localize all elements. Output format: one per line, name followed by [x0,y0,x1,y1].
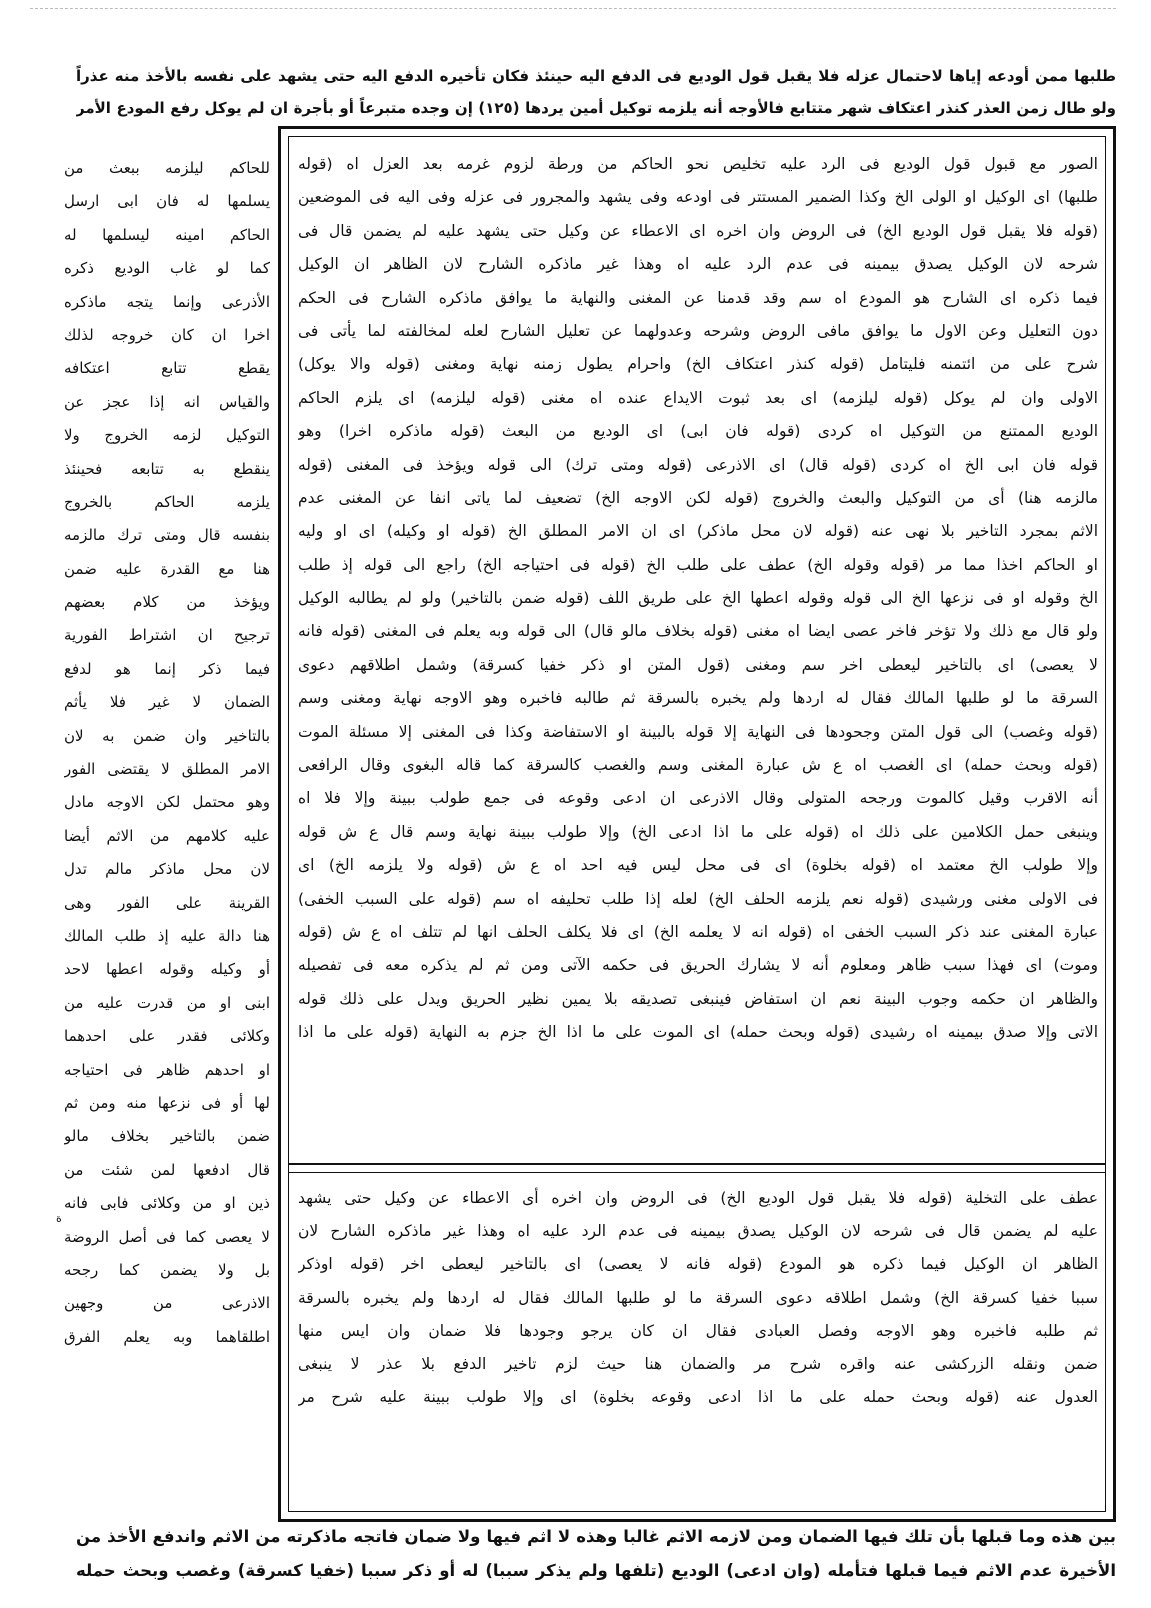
commentary-line: فيما ذكره اى الشارح هو المودع اه سم وقد قدمنا عن المغنى والنهاية ما يوافق ماذكره الشارح فى الحكم [298,288,1098,307]
commentary-line: والظاهر ان حكمه وجوب البينة نعم ان استفاض فينبغى تصديقه بلا يمين نظير الحريق ويدل على ذلك قوله [298,989,1098,1008]
commentary-line: مالزمه هنا) أى من التوكيل والبعث والخروج (قوله لكن الاوجه الخ) تضعيف لما ياتى انفا عن المغنى عدم [298,488,1098,507]
commentary-line: طلبها) اى الوكيل او الولى الخ وكذا الضمير المستتر فى اودعه وفى يشهد والمجرور فى عزله وفى اليه فى الموضعين [298,188,1098,207]
commentary-line: او الحاكم اخذا مما مر (قوله وقوله الخ) عطف على طلب الخ (قوله فى احتياجه الخ) راجع الى قوله إذ طلب [298,555,1098,574]
commentary-divider [288,1163,1106,1173]
side-line: أو وكيله وقوله اعطها لاحد [64,960,270,979]
commentary-line: سببا خفيا كسرقة الخ) وشمل اطلاقه دعوى السرقة ما لو طلبها المالك فقال له اردها ولم يخبره بالسرقة [298,1288,1098,1307]
side-line: بل ولا يضمن كما رجحه [64,1260,270,1279]
commentary-line: عليه لم يضمن قال فى شرحه لان الوكيل يصدق بيمينه فى عدم الرد عليه اه وهذا غير ماذكره الشارح لان [298,1222,1098,1241]
side-line: يقطع تتابع اعتكافه [64,359,270,378]
commentary-line: عطف على التخلية (قوله فلا يقبل قول الوديع الخ) فى الروض وان اخره أى الاعطاء عن وكيل حتى يشهد [298,1189,1098,1207]
side-line: للحاكم ليلزمه ببعث من [64,159,270,177]
side-line: قال ادفعها لمن شئت من [64,1160,270,1179]
side-line: وهو محتمل لكن الاوجه مادل [64,793,270,812]
commentary-box-lower [298,1182,1098,1414]
side-line: كما لو غاب الوديع ذكره [64,259,270,278]
text-line: بين هذه وما قبلها بأن تلك فيها الضمان ومن لازمه الاثم غالبا وهذه لا اثم فيها ولا ضمان فاتجه ماذكرته من الاثم واندفع الأخذ من [76,1527,1116,1546]
side-line: ابنى او من قدرت عليه من [64,993,270,1012]
commentary-line: شرح على من ائتمنه فليتامل (قوله كنذر اعتكاف الخ) واحرام يطول زمنه نهاية ومغنى (قوله والا يوكل) [298,355,1098,374]
side-line: الضمان لا غير فلا يأثم [64,693,270,712]
side-line: الأذرعى وإنما يتجه ماذكره [64,292,270,311]
side-line: هنا دالة عليه إذ طلب المالك [64,926,270,945]
commentary-line: شرحه لان الوكيل يصدق بيمينه فى عدم الرد عليه اه وهذا غير ماذكره الشارح لان الظاهر ان الوكيل [298,255,1098,274]
side-line: لا يعصى كما فى أصل الروضة [64,1227,270,1246]
commentary-line: (قوله وبحث حمله) اى الغصب اه ع ش عبارة المغنى وسم والغصب كالسرقة كما قاله البغوى وقال الرافعى [298,756,1098,775]
side-line: الاذرعى من وجهين [64,1294,270,1313]
commentary-line: وينبغى حمل الكلامين على ذلك اه (قوله على ما اذا ادعى الخ) وإلا طولب ببينة نهاية وسم قال ع ش قوله [298,822,1098,841]
side-line: يلزمه الحاكم بالخروج [64,492,270,511]
commentary-line: وموت) اى فهذا سبب ظاهر ومعلوم أنه لا يشارك الحريق فى حكمه الآتى ومن ثم لم يذكره معه فى تفصيله [298,956,1098,975]
side-line: القرينة على الفور وهى [64,893,270,912]
side-line: لها أو فى نزعها منه ومن ثم [64,1093,270,1112]
commentary-line: وإلا طولب الخ معتمد اه (قوله بخلوة) اى فى محل ليس فيه احد اه ع ش (قوله ولا يلزمه الخ) اى [298,856,1098,875]
side-line: ويؤخذ من كلام بعضهم [64,593,270,612]
side-line: ينقطع به تتابعه فحينئذ [64,459,270,478]
commentary-line: الصور مع قبول قول الوديع فى الرد عليه تخليص نحو الحاكم من ورطة لزوم غرمه بعد العزل اه (قوله [298,155,1098,173]
side-line: ضمن بالتاخير بخلاف مالو [64,1127,270,1146]
text-line: الأخيرة عدم الاثم فيما قبلها فتأمله (وان ادعى) الوديع (تلفها ولم يذكر سببا) له أو ذكر سببا (خفيا كسرقة) وغصب وبحث حمله [76,1561,1116,1580]
side-line: ذين او من وكلائى فابى فانه [64,1194,270,1213]
side-line: او احدهم ظاهر فى احتياجه [64,1060,270,1079]
commentary-line: الاولى وان لم يوكل (قوله ليلزمه) اى بعد ثبوت الايداع عنده اه مغنى (قوله ليلزمه) اى يلزم الحاكم [298,388,1098,407]
side-line: وكلائى فقدر على احدهما [64,1027,270,1046]
side-line: عليه كلامهم من الاثم أيضا [64,826,270,845]
commentary-line: الاتى وإلا صدق بيمينه اه رشيدى (قوله وبحث حمله) اى الموت على ما اذا الخ جزم به النهاية (قوله على ما اذا [298,1023,1098,1042]
top-dashed-rule [30,8,1116,9]
side-line: فيما ذكر إنما هو لدفع [64,659,270,678]
side-line: لان محل ماذكر مالم تدل [64,860,270,879]
side-line: الامر المطلق لا يقتضى الفور [64,760,270,779]
side-line: اخرا ان كان خروجه لذلك [64,325,270,344]
commentary-box-upper [298,148,1098,1050]
commentary-line: فى الاولى مغنى ورشيدى (قوله نعم يلزمه الحلف الخ) لعله إذا طلب تحليفه اه سم (قوله على السبب الخفى) [298,889,1098,908]
commentary-line: دون التعليل وعن الاول ما يوافق مافى الروض وشرحه وعدولهما عن تعليل الشارح لعله لمخالفته لما يأتى فى [298,321,1098,340]
commentary-line: السرقة ما لو طلبها المالك فقال له اردها ولم يخبره بالسرقة ثم طالبه فاخبره وهو الاوجه نهاية ومغنى وسم [298,689,1098,708]
footnote-mark: ة [56,1212,62,1225]
main-text-top [76,60,1116,124]
main-text-bottom [76,1520,1116,1588]
side-line: والقياس انه إذا عجز عن [64,392,270,411]
side-line: ترجيح ان اشتراط الفورية [64,626,270,645]
commentary-line: قوله فان ابى الخ اه كردى (قوله قال) اى الاذرعى (قوله ومتى ترك) الى قوله ويؤخذ فى المغنى (قوله [298,455,1098,474]
side-line: التوكيل لزمه الخروج ولا [64,426,270,445]
main-text-side-column [64,152,270,1354]
commentary-line: (قوله فلا يقبل قول الوديع الخ) فى الروض وان اخره اى الاعطاء عن وكيل حتى يشهد عليه لم يضمن قال فى [298,221,1098,240]
commentary-line: الاثم بمجرد التاخير بلا نهى عنه (قوله لان محل ماذكر) اى ان الامر المطلق الخ (قوله او وكيله) اى او وليه [298,522,1098,541]
commentary-line: ثم طلبه فاخبره وهو الاوجه وفصل العبادى فقال ان كان يرجو وجودها فلا ضمان وان ايس منها [298,1321,1098,1340]
commentary-line: لا يعصى) اى بالتاخير ليعطى اخر سم ومغنى (قول المتن او ذكر خفيا كسرقة) وشمل اطلاقهم دعوى [298,655,1098,674]
text-line: ولو طال زمن العذر كنذر اعتكاف شهر متتابع فالأوجه أنه يلزمه توكيل أمين يردها (١٢٥) إن وجده متبرعاً أو بأجرة ان لم يوكل رفع المودع الأمر [76,99,1116,117]
side-line: بنفسه قال ومتى ترك مالزمه [64,526,270,545]
commentary-line: عبارة المغنى عند ذكر السبب الخفى اه (قوله انه لا يعلمه الخ) اى فلا يكلف الحلف انها لم تتلف اه ع ش (قوله [298,922,1098,941]
side-line: بالتاخير وان ضمن به لان [64,726,270,745]
commentary-line: الخ وقوله او فى نزعها الخ الى قوله وقوله اعطها الخ على طريق اللف (قوله ضمن بالتاخير) ولو لم يطالبه الوكيل [298,589,1098,608]
commentary-line: (قوله وغصب) الى قول المتن وجحودها فى النهاية إلا قوله بالبينة او الاستفاضة وكذا فى المغنى إلا مسئلة الموت [298,722,1098,741]
commentary-line: العدول عنه (قوله وبحث حمله على ما اذا ادعى وقوعه بخلوة) اى وإلا طولب ببينة عليه شرح مر [298,1388,1098,1407]
commentary-line: ولو قال مع ذلك ولا تؤخر فاخر عصى ايضا اه مغنى (قوله بخلاف مالو قال) الى قوله وبه يعلم فى المغنى (قوله فانه [298,622,1098,641]
commentary-line: ضمن ونقله الزركشى عنه واقره شرح مر والضمان هنا حيث لزم تاخير الدفع بلا عذر لا ينبغى [298,1354,1098,1373]
side-line: اطلقاهما وبه يعلم الفرق [64,1327,270,1346]
side-line: هنا مع القدرة عليه ضمن [64,559,270,578]
commentary-line: الوديع الممتنع من التوكيل اه كردى (قوله فان ابى) اى الوديع من البعث (قوله ماذكره اخرا) وهو [298,422,1098,441]
side-line: يسلمها له فان ابى ارسل [64,192,270,211]
commentary-line: الظاهر ان الوكيل فيما ذكره هو المودع (قوله فانه لا يعصى) اى بالتاخير ليعطى اخر (قوله اوذكر [298,1255,1098,1274]
commentary-line: أنه الاقرب وقيل كالموت ورجحه المتولى وقال الاذرعى ان ادعى وقوعه فى جمع طولب ببينة وإلا فلا اه [298,789,1098,808]
text-line: طلبها ممن أودعه إياها لاحتمال عزله فلا يقبل قول الوديع فى الدفع اليه حينئذ فكان تأخيره الدفع اليه حتى يشهد على نفسه بالأخذ منه عذراً [76,67,1116,85]
side-line: الحاكم امينه ليسلمها له [64,225,270,244]
